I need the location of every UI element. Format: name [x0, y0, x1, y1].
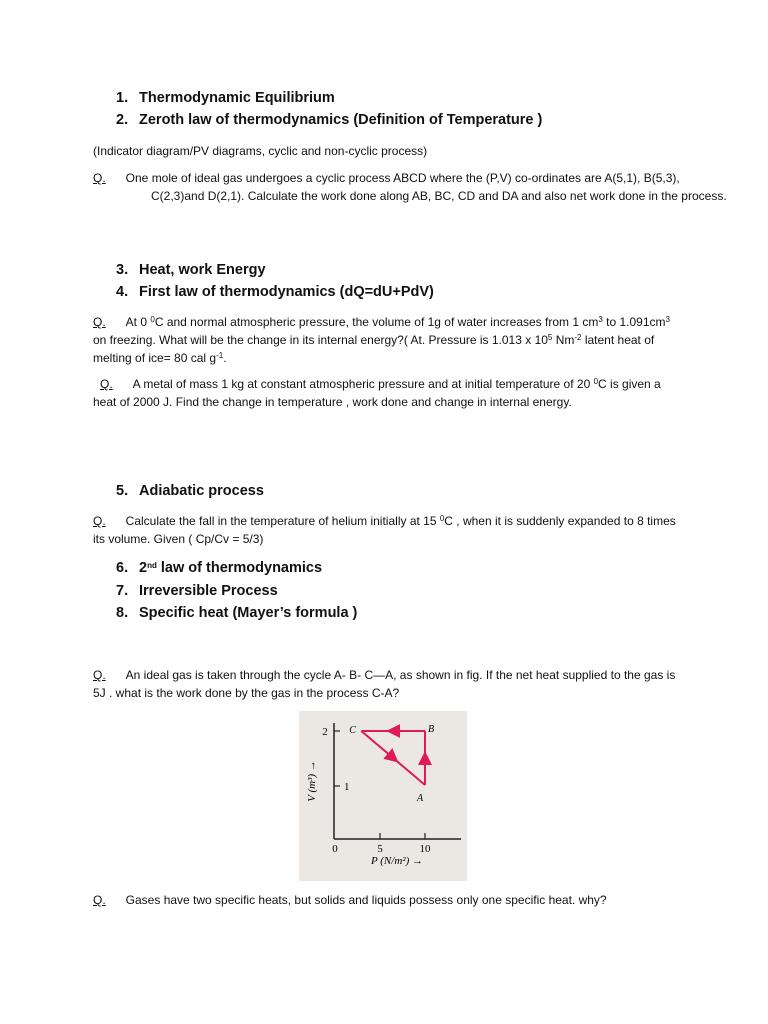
y-axis-label: V (m³) → [306, 760, 318, 802]
heading-7: 7. Irreversible Process [116, 583, 278, 599]
question-4: Q. Calculate the fall in the temperature of helium initially at 15 $^0$C , when it is suddenly expanded to 8 times its volume. Given ( Cp/Cv = 5/3) [93, 514, 676, 546]
heading-6: 6. 2nd law of thermodynamics [116, 560, 323, 576]
heading-4: 4. First law of thermodynamics (dQ=dU+PdV) [116, 284, 434, 300]
origin-label: 0 [332, 843, 338, 855]
cycle-path [349, 724, 434, 804]
question-5: Q. An ideal gas is taken through the cycle A- B- C—A, as shown in fig. If the net heat supplied to the gas is 5J . what is the work done by the gas in the process C-A? [93, 668, 676, 700]
x-axis-label: P (N/m²) → [371, 855, 423, 867]
pv-cycle-plot [299, 711, 467, 881]
question-2: Q. At 0 $^0$C and normal atmospheric pressure, the volume of 1g of water increases from 1 $cm^3$ to $1.091cm^3$ on freezing. What will be the change in its internal energy?( At. Pressure is 1.013 x $10^5$ $Nm^{-2}$ latent heat of melting of ice= 80 cal $g^{-1}$. [93, 315, 670, 365]
point-label-A: A [417, 793, 424, 804]
indicator-diagram-note: (Indicator diagram/PV diagrams, cyclic and non-cyclic process) [93, 144, 428, 158]
heading-2: 2. Zeroth law of thermodynamics (Definition of Temperature ) [116, 112, 543, 128]
point-label-C: C [349, 725, 356, 736]
pv-cycle-figure [299, 711, 467, 881]
y-tick-label-1: 1 [344, 781, 350, 793]
x-tick-label-5: 5 [377, 843, 383, 855]
heading-1: 1. Thermodynamic Equilibrium [116, 90, 335, 106]
heading-8: 8. Specific heat (Mayer’s formula ) [116, 605, 358, 621]
question-3: Q. A metal of mass 1 kg at constant atmospheric pressure and at initial temperature of 20 $^0$C is given a heat of 2000 J. Find the change in temperature , work done and change in internal energy. [93, 377, 661, 409]
point-label-B: B [428, 724, 435, 735]
y-tick-label-2: 2 [322, 726, 328, 738]
question-6: Q. Gases have two specific heats, but solids and liquids possess only one specific heat. why? [93, 893, 607, 907]
question-1: Q. One mole of ideal gas undergoes a cyclic process ABCD where the (P,V) co-ordinates are A(5,1), B(5,3), C(2,3)and D(2,1). Calculate the work done along AB, BC, CD and DA and also net work done in the process. [93, 171, 727, 203]
heading-3: 3. Heat, work Energy [116, 262, 266, 278]
heading-5: 5. Adiabatic process [116, 483, 264, 499]
x-tick-label-10: 10 [419, 843, 431, 855]
cycle-arrow-CA [390, 755, 395, 760]
